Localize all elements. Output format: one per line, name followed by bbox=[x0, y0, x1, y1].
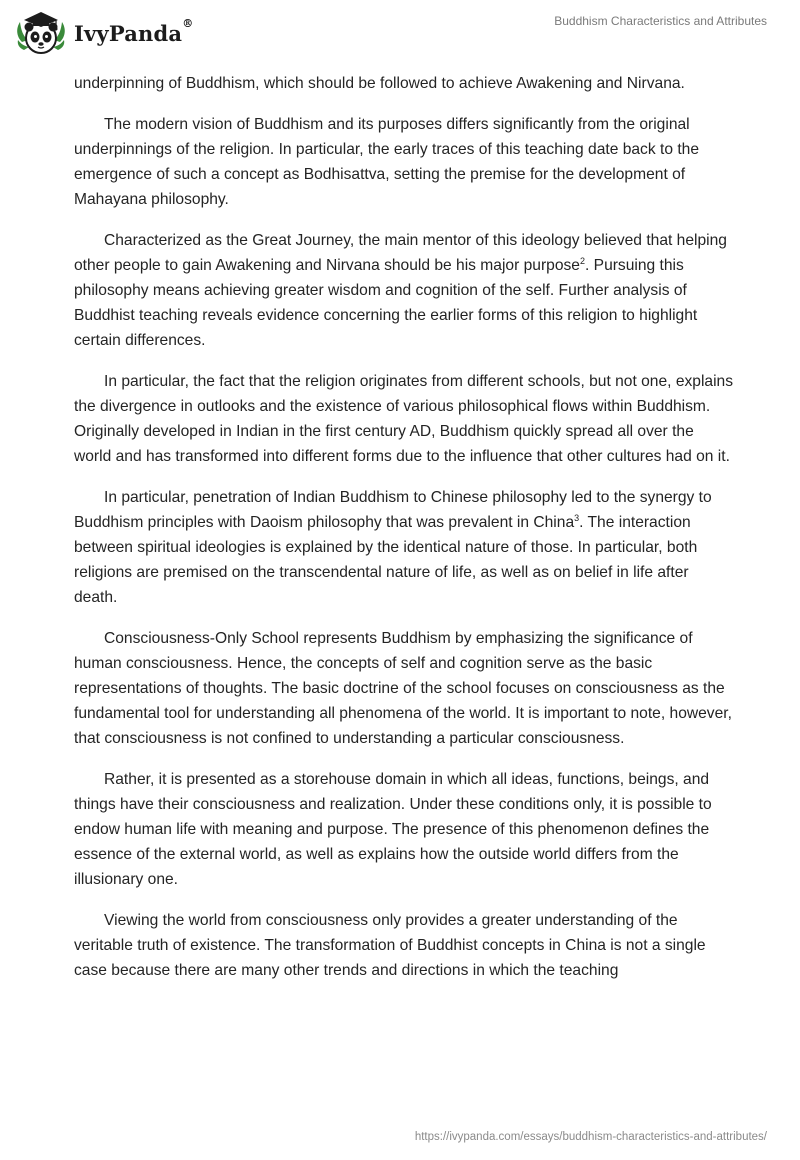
paragraph: Consciousness-Only School represents Buddhism by emphasizing the significance of human consciousness. Hence, the concepts of self and cognition serve as the basic representations of thoughts. The basic doctrine of the school focuses on consciousness as the fundamental tool for understanding all phenomena of the world. It is important to note, however, that consciousness is not confined to understanding a particular consciousness. bbox=[74, 630, 732, 747]
panda-graduate-icon bbox=[12, 6, 70, 60]
essay-body bbox=[74, 71, 734, 999]
paragraph: Characterized as the Great Journey, the main mentor of this ideology believed that helping other people to gain Awakening and Nirvana should be his major purpose$^2$. Pursuing this philosophy means achieving greater wisdom and cognition of the self. Further analysis of Buddhist teaching reveals evidence concerning the earlier forms of this religion to highlight certain differences. bbox=[74, 232, 727, 349]
paragraph: Rather, it is presented as a storehouse domain in which all ideas, functions, beings, and things have their consciousness and realization. Under these conditions only, it is possible to endow human life with meaning and purpose. The presence of this phenomenon defines the essence of the external world, as well as explains how the outside world differs from the illusionary one. bbox=[74, 771, 712, 888]
paragraph: underpinning of Buddhism, which should be followed to achieve Awakening and Nirvana. bbox=[74, 75, 685, 92]
paragraph: In particular, penetration of Indian Buddhism to Chinese philosophy led to the synergy to Buddhism principles with Daoism philosophy that was prevalent in China$^3$. The interaction between spiritual ideologies is explained by the identical nature of those. In particular, both religions are premised on the transcendental nature of life, as well as on belief in life after death. bbox=[74, 489, 712, 606]
document-title: Buddhism Characteristics and Attributes bbox=[554, 14, 767, 28]
paragraph: Viewing the world from consciousness only provides a greater understanding of the veritable truth of existence. The transformation of Buddhist concepts in China is not a single case because there are many other trends and directions in which the teaching bbox=[74, 912, 706, 979]
footnote-ref[interactable]: 3 bbox=[574, 512, 580, 523]
footnote-ref[interactable]: 2 bbox=[579, 255, 585, 266]
paragraph: In particular, the fact that the religion originates from different schools, but not one, explains the divergence in outlooks and the existence of various philosophical flows within Buddhism. Originally developed in Indian in the first century AD, Buddhism quickly spread all over the world and has transformed into different forms due to the influence that other cultures had on it. bbox=[74, 373, 734, 465]
ivypanda-logo[interactable] bbox=[12, 6, 193, 60]
paragraph: The modern vision of Buddhism and its purposes differs significantly from the original underpinnings of the religion. In particular, the early traces of this teaching date back to the emergence of such a concept as Bodhisattva, setting the premise for the development of Mahayana philosophy. bbox=[74, 116, 699, 208]
page-header bbox=[0, 0, 800, 70]
brand-name: IvyPanda® bbox=[74, 16, 194, 46]
source-url[interactable]: https://ivypanda.com/essays/buddhism-characteristics-and-attributes/ bbox=[414, 1131, 767, 1143]
